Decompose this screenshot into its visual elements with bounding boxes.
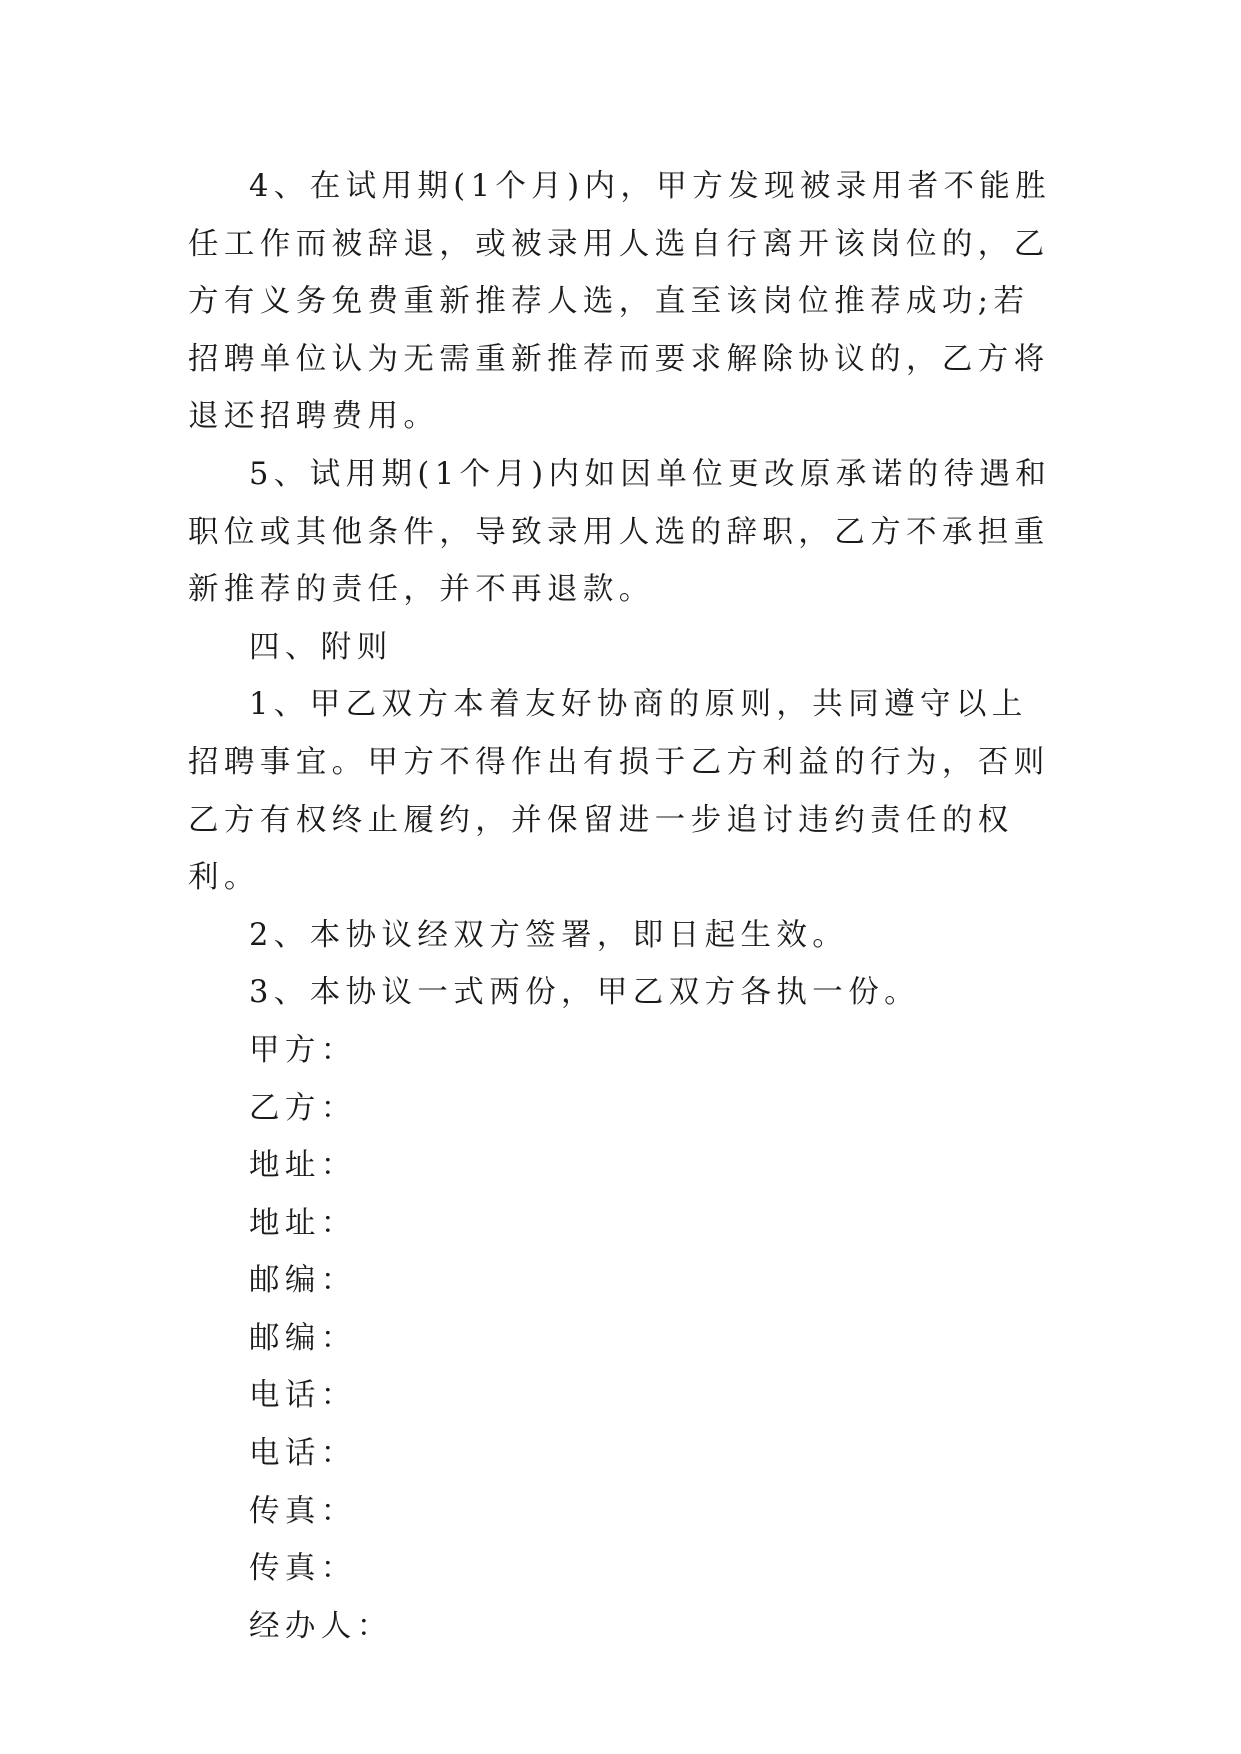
clause-4-trial-period-replacement: 4、在试用期(1个月)内，甲方发现被录用者不能胜任工作而被辞退，或被录用人选自行离开该岗位的，乙方有义务免费重新推荐人选，直至该岗位推荐成功;若招聘单位认为无需重新推荐而要求解除协议的，乙方将退还招聘费用。 [188,169,1052,435]
document-body [188,158,1056,1655]
party-a-address-label: 地址： [249,1148,357,1184]
party-b-label: 乙方： [249,1090,357,1126]
party-a-label: 甲方： [249,1032,357,1068]
party-b-address-label: 地址： [249,1205,357,1241]
supplementary-clause-1: 1、甲乙双方本着友好协商的原则，共同遵守以上招聘事宜。甲方不得作出有损于乙方利益的行为，否则乙方有权终止履约，并保留进一步追讨违约责任的权利。 [188,687,1050,896]
party-a-phone-label: 电话： [249,1378,357,1414]
handler-label: 经办人： [249,1608,393,1644]
party-b-fax-label: 传真： [249,1551,357,1587]
clause-5-no-refund: 5、试用期(1个月)内如因单位更改原承诺的待遇和职位或其他条件，导致录用人选的辞职，乙方不承担重新推荐的责任，并不再退款。 [188,456,1052,608]
party-a-postcode-label: 邮编： [249,1263,357,1299]
party-b-postcode-label: 邮编： [249,1320,357,1356]
supplementary-clause-2: 2、本协议经双方签署，即日起生效。 [249,917,849,953]
party-a-fax-label: 传真： [249,1493,357,1529]
supplementary-clause-3: 3、本协议一式两份，甲乙双方各执一份。 [249,975,921,1011]
section-heading-supplementary-provisions: 四、附则 [249,629,393,665]
party-b-phone-label: 电话： [249,1436,357,1472]
